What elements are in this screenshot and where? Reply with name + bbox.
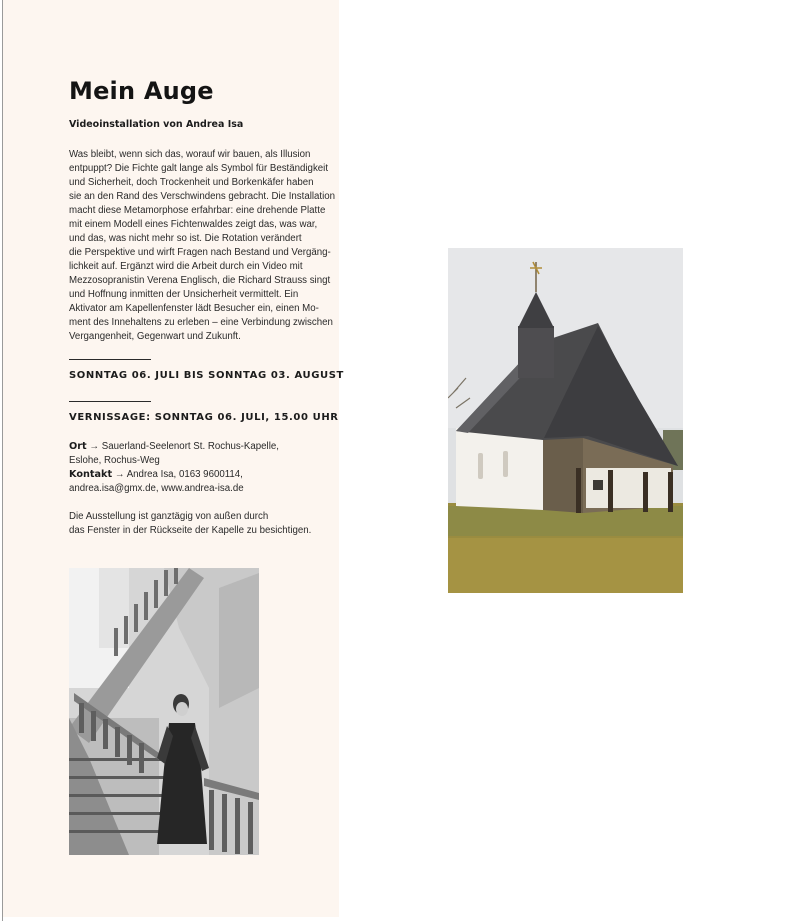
description-line: Mezzosopranistin Verena Englisch, die Richard Strauss singt <box>69 275 331 286</box>
divider-line <box>69 359 151 360</box>
note-line: Die Ausstellung ist ganztägig von außen durch <box>69 511 269 522</box>
description-line: entpuppt? Die Fichte galt lange als Symbol für Beständigkeit <box>69 163 329 174</box>
chapel-photo <box>448 248 683 593</box>
note-line: das Fenster in der Rückseite der Kapelle zu besichtigen. <box>69 525 312 536</box>
location-line <box>69 440 279 454</box>
contact-email-web: andrea.isa@gmx.de, www.andrea-isa.de <box>69 483 244 494</box>
location-address-line2: Eslohe, Rochus-Weg <box>69 455 160 466</box>
description-line: lichkeit auf. Ergänzt wird die Arbeit durch ein Video mit <box>69 261 303 272</box>
viewing-note <box>69 510 311 538</box>
description-line: mit einem Modell eines Fichtenwaldes zeigt das, was war, <box>69 219 318 230</box>
singer-staircase-photo <box>69 568 259 855</box>
location-address-line1: Sauerland-Seelenort St. Rochus-Kapelle, <box>101 441 279 452</box>
description-line: die Perspektive und wirft Fragen nach Bestand und Vergäng- <box>69 247 331 258</box>
description-line: und das, was nicht mehr so ist. Die Rotation verändert <box>69 233 302 244</box>
description-line: ment des Innehaltens zu erleben – eine Verbindung zwischen <box>69 317 333 328</box>
date-range-heading: SONNTAG 06. JULI BIS SONNTAG 03. AUGUST <box>69 370 344 381</box>
subtitle: Videoinstallation von Andrea Isa <box>69 119 244 130</box>
arrow-icon: → <box>114 469 125 480</box>
page-title: Mein Auge <box>69 77 214 105</box>
description-line: sie an den Rand des Verschwindens gebracht. Die Installation <box>69 191 336 202</box>
contact-label: Kontakt <box>69 469 113 480</box>
contact-phone: Andrea Isa, 0163 9600114, <box>126 469 243 480</box>
arrow-icon: → <box>89 441 100 452</box>
description-line: und Sicherheit, doch Trockenheit und Borkenkäfer haben <box>69 177 314 188</box>
description-line: Vergangenheit, Gegenwart und Zukunft. <box>69 331 241 342</box>
divider-line <box>69 401 151 402</box>
vernissage-heading: VERNISSAGE: SONNTAG 06. JULI, 15.00 UHR <box>69 412 339 423</box>
contact-info-block <box>69 440 279 496</box>
description-paragraph <box>69 148 344 344</box>
description-line: Aktivator am Kapellenfenster lädt Besucher ein, einen Mo- <box>69 303 319 314</box>
description-line: und Hoffnung inmitten der Unsicherheit vermittelt. Ein <box>69 289 299 300</box>
description-line: macht diese Metamorphose erfahrbar: eine drehende Platte <box>69 205 326 216</box>
description-line: Was bleibt, wenn sich das, worauf wir bauen, als Illusion <box>69 149 311 160</box>
singer-staircase-image <box>69 568 259 855</box>
location-label: Ort <box>69 441 87 452</box>
chapel-image <box>448 248 683 593</box>
contact-line <box>69 468 279 482</box>
